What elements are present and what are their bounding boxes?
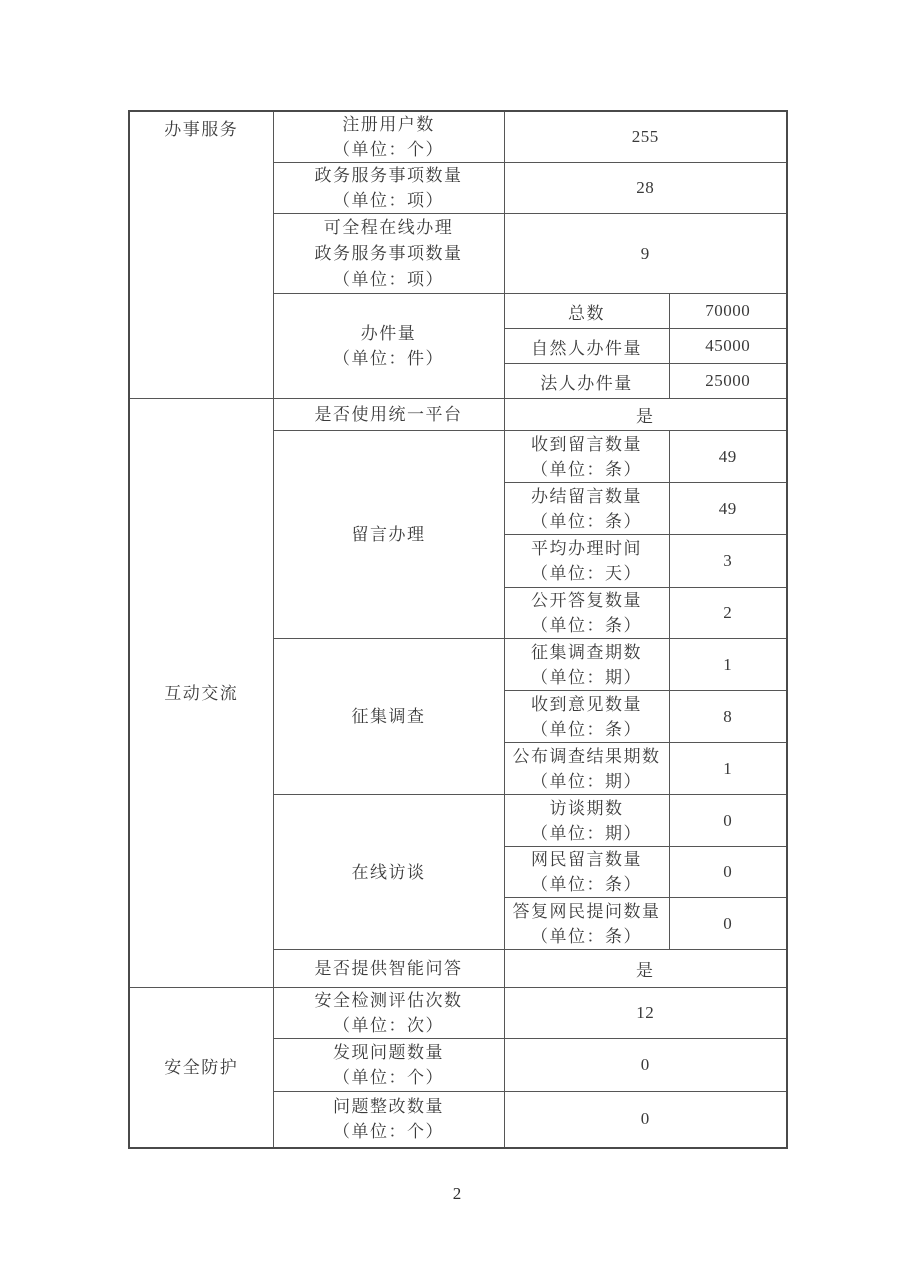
sublabel-netizen-questions-answered [504, 898, 669, 950]
subvalue-survey-results-published: 1 [669, 743, 787, 795]
report-table-grid [128, 110, 788, 1149]
item-label: 问题整改数量 [333, 1097, 444, 1117]
item-unit: （单位：次） [333, 1016, 444, 1035]
item-problems-rectified [273, 1092, 504, 1148]
sublabel-unit: （单位：天） [531, 564, 642, 583]
sublabel-unit: （单位：条） [531, 719, 642, 739]
item-full-online-items [273, 214, 504, 294]
item-case-volume [273, 294, 504, 399]
sublabel-unit: （单位：期） [531, 823, 642, 843]
sublabel-interview-issues [504, 795, 669, 847]
sublabel-messages-received [504, 431, 669, 483]
item-label: 政务服务事项数量 [314, 243, 463, 263]
item-online-interview [273, 795, 504, 950]
sublabel-unit: （单位：期） [531, 771, 642, 791]
item-label: 政务服务事项数量 [314, 166, 463, 185]
sublabel-unit: （单位：条） [531, 616, 642, 635]
value-registered-users: 255 [504, 111, 787, 163]
sublabel-unit: （单位：条） [531, 459, 642, 479]
value-full-online-items: 9 [504, 214, 787, 294]
subvalue-opinions-received: 8 [669, 691, 787, 743]
sublabel-line: 访谈期数 [549, 798, 624, 818]
value-smart-qa: 是 [504, 950, 787, 988]
sublabel-avg-handling-time [504, 535, 669, 588]
sublabel-line: 平均办理时间 [531, 539, 642, 558]
sublabel-public-replies [504, 588, 669, 639]
sublabel-line: 答复网民提问数量 [512, 901, 661, 921]
sublabel-line: 收到留言数量 [531, 434, 642, 454]
value-problems-found: 0 [504, 1039, 787, 1092]
item-problems-found [273, 1039, 504, 1092]
section-cell-service [129, 111, 273, 399]
item-registered-users [273, 111, 504, 163]
item-unit: （单位：个） [333, 1068, 444, 1087]
item-label: 可全程在线办理 [323, 217, 454, 237]
value-gov-service-items: 28 [504, 163, 787, 214]
subvalue-total-cases: 70000 [669, 294, 787, 329]
item-label: 征集调查 [351, 707, 426, 726]
item-unit: （单位：个） [333, 140, 444, 159]
sublabel-unit: （单位：期） [531, 667, 642, 687]
item-unified-platform [273, 399, 504, 431]
sublabel-opinions-received [504, 691, 669, 743]
table-row [129, 111, 787, 163]
item-label: 留言办理 [351, 525, 426, 544]
sublabel-unit: （单位：条） [531, 926, 642, 946]
sublabel-total-cases: 总数 [504, 294, 669, 329]
sublabel-unit: （单位：条） [531, 875, 642, 894]
item-label: 是否提供智能问答 [314, 959, 463, 978]
subvalue-messages-completed: 49 [669, 483, 787, 535]
item-unit: （单位：个） [333, 1122, 444, 1142]
annual-report-table [128, 110, 788, 1149]
subvalue-netizen-questions-answered: 0 [669, 898, 787, 950]
item-unit: （单位：件） [333, 349, 444, 368]
sublabel-line: 征集调查期数 [531, 642, 642, 662]
item-label: 注册用户数 [342, 115, 435, 134]
section-label-interaction: 互动交流 [164, 683, 239, 703]
item-label: 办件量 [360, 324, 417, 343]
sublabel-line: 公布调查结果期数 [512, 746, 661, 766]
item-message-handling [273, 431, 504, 639]
sublabel-line: 公开答复数量 [531, 591, 642, 610]
section-cell-security [129, 988, 273, 1148]
value-security-assessments: 12 [504, 988, 787, 1039]
sublabel-survey-issues [504, 639, 669, 691]
sublabel-legal-person-cases: 法人办件量 [504, 364, 669, 399]
section-label-security: 安全防护 [164, 1057, 239, 1077]
section-label-service: 办事服务 [164, 120, 239, 139]
subvalue-survey-issues: 1 [669, 639, 787, 691]
item-security-assessments [273, 988, 504, 1039]
table-row [129, 988, 787, 1039]
item-smart-qa [273, 950, 504, 988]
item-unit: （单位：项） [333, 269, 444, 289]
subvalue-legal-person-cases: 25000 [669, 364, 787, 399]
page-number: 2 [452, 1184, 462, 1203]
sublabel-natural-person-cases: 自然人办件量 [504, 329, 669, 364]
section-cell-interaction [129, 399, 273, 988]
item-survey-collection [273, 639, 504, 795]
item-label: 发现问题数量 [333, 1043, 444, 1062]
item-gov-service-items [273, 163, 504, 214]
sublabel-line: 收到意见数量 [531, 694, 642, 714]
subvalue-avg-handling-time: 3 [669, 535, 787, 588]
sublabel-survey-results-published [504, 743, 669, 795]
table-row [129, 399, 787, 431]
sublabel-netizen-messages [504, 847, 669, 898]
value-unified-platform: 是 [504, 399, 787, 431]
subvalue-public-replies: 2 [669, 588, 787, 639]
item-label: 在线访谈 [351, 862, 426, 882]
subvalue-messages-received: 49 [669, 431, 787, 483]
sublabel-messages-completed [504, 483, 669, 535]
item-label: 安全检测评估次数 [314, 991, 463, 1010]
subvalue-interview-issues: 0 [669, 795, 787, 847]
subvalue-natural-person-cases: 45000 [669, 329, 787, 364]
sublabel-unit: （单位：条） [531, 511, 642, 531]
sublabel-line: 办结留言数量 [531, 486, 642, 506]
sublabel-line: 网民留言数量 [531, 850, 642, 869]
item-unit: （单位：项） [333, 191, 444, 210]
value-problems-rectified: 0 [504, 1092, 787, 1148]
item-label: 是否使用统一平台 [314, 405, 463, 424]
subvalue-netizen-messages: 0 [669, 847, 787, 898]
